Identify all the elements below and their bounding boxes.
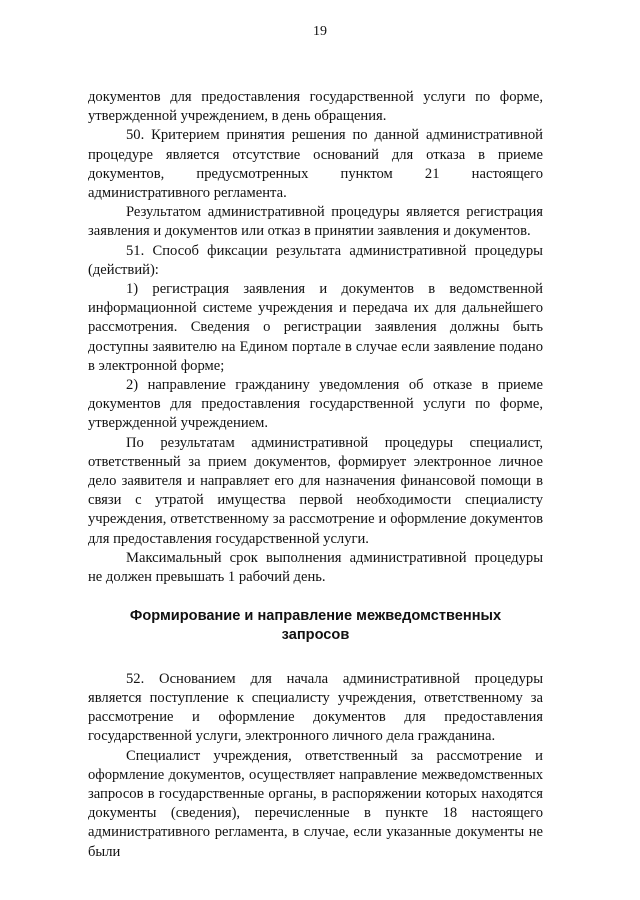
page-number: 19 [313, 24, 327, 39]
section-heading-line-2: запросов [281, 627, 350, 644]
paragraph-procedure-results: По результатам административной процедуры специалист, ответственный за прием документов, формирует электронное личное дело заявителя и направляет его для назначения финансовой помощи в связи с утратой имущества первой необходимости специалисту учреждения, ответственному за рассмотрение и оформление документов для предоставления государственной услуги. [88, 434, 543, 547]
paragraph-51: 51. Способ фиксации результата административной процедуры (действий): [88, 242, 543, 278]
paragraph-max-term: Максимальный срок выполнения административной процедуры не должен превышать 1 рабочий день. [88, 549, 543, 586]
paragraph-result: Результатом административной процедуры является регистрация заявления и документов или отказ в принятии заявления и документов. [88, 204, 543, 240]
paragraph-51-item-1: 1) регистрация заявления и документов в ведомственной информационной системе учреждения и передача их для дальнейшего рассмотрения. Сведения о регистрации заявления должны быть доступны заявителю на Едином портале в случае если заявление подано в электронной форме; [88, 281, 543, 374]
paragraph-interagency-requests: Специалист учреждения, ответственный за рассмотрение и оформление документов, осуществляет направление межведомственных запросов в государственные органы, в распоряжении которых находятся документы (сведения), перечисленные в пункте 18 настоящего административного регламента, в случае, если указанные документы не были [88, 747, 543, 860]
section-heading-line-1: Формирование и направление межведомственных [129, 608, 502, 625]
paragraph-50: 50. Критерием принятия решения по данной административной процедуре является отсутствие оснований для отказа в приеме документов, предусмотренных пунктом 21 настоящего административного регламента. [88, 127, 543, 202]
paragraph-51-item-2: 2) направление гражданину уведомления об отказе в приеме документов для предоставления государственной услуги по форме, утвержденной учреждением. [88, 377, 543, 432]
document-body [88, 88, 543, 862]
paragraph-continuation: документов для предоставления государственной услуги по форме, утвержденной учреждением, в день обращения. [88, 89, 543, 125]
section-heading [88, 607, 543, 645]
paragraph-52: 52. Основанием для начала административной процедуры является поступление к специалисту учреждения, ответственному за рассмотрение и оформление документов для предоставления государственной услуги, электронного личного дела гражданина. [88, 670, 543, 745]
